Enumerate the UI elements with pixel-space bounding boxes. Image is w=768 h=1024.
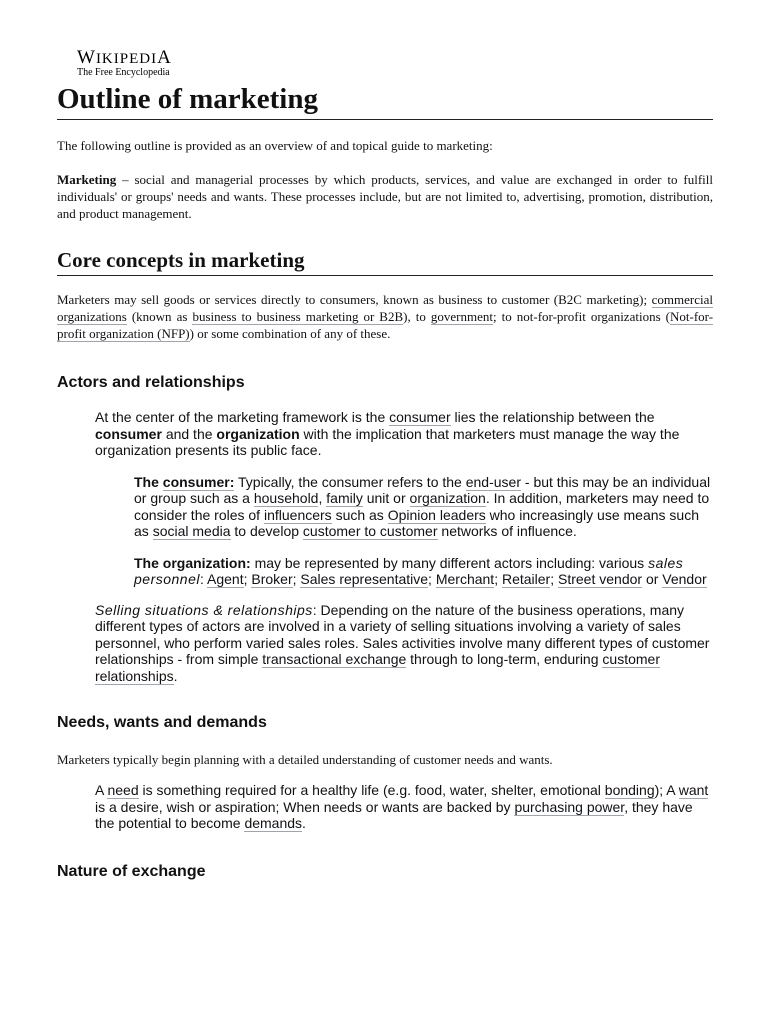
bold-organization: organization <box>216 425 300 442</box>
text-run: ), to <box>403 309 426 325</box>
needs-quote <box>95 782 713 832</box>
link-retailer[interactable]: Retailer <box>501 571 551 588</box>
link-merchant[interactable]: Merchant <box>435 571 495 588</box>
link-opinion-leaders[interactable]: Opinion leaders <box>387 506 486 523</box>
text-run: . In addition, marketers may need to consider the roles of <box>134 490 710 523</box>
consumer-paragraph <box>134 474 713 540</box>
link-organization[interactable]: organization <box>409 490 486 507</box>
text-run: A <box>95 782 104 799</box>
label-the: The <box>134 473 159 490</box>
link-customer-relationships[interactable]: customer relationships <box>95 651 660 684</box>
text-run: , they have the potential to become <box>95 798 693 832</box>
text-run: ) or some combination of any of these. <box>189 326 391 342</box>
needs-paragraph: Marketers typically begin planning with a detailed understanding of customer needs and wants. <box>57 752 553 768</box>
text-run: . <box>302 815 306 832</box>
text-run: At the center of the marketing framework is the <box>95 409 386 426</box>
link-agent[interactable]: Agent <box>207 571 244 588</box>
link-consumer[interactable]: consumer <box>389 409 451 426</box>
organization-paragraph <box>134 555 713 588</box>
bold-consumer: consumer <box>95 425 162 442</box>
text-run: or <box>645 571 659 588</box>
link-demands[interactable]: demands <box>244 815 303 832</box>
logo-tagline: The Free Encyclopedia <box>77 67 170 78</box>
link-b2b[interactable]: business to business marketing or B2B <box>192 309 404 325</box>
link-nfp[interactable]: Not-for-profit organization (NFP) <box>57 309 714 342</box>
selling-paragraph <box>95 602 713 685</box>
text-run: Marketers may sell goods or services directly to consumers, known as business to customer (B2C marketing); <box>57 292 648 308</box>
link-vendor[interactable]: Vendor <box>662 571 707 588</box>
actors-paragraph <box>95 409 713 459</box>
text-run: unit or <box>366 490 406 507</box>
text-run: ; <box>550 571 555 588</box>
section-heading-core: Core concepts in marketing <box>57 248 713 276</box>
link-bonding[interactable]: bonding <box>604 782 655 799</box>
text-run: such as <box>335 506 384 523</box>
text-run: ; <box>292 571 297 588</box>
link-government[interactable]: government <box>430 309 493 325</box>
section-heading-actors: Actors and relationships <box>57 374 245 392</box>
definition-paragraph <box>57 171 713 222</box>
link-family[interactable]: family <box>326 490 363 507</box>
text-run: is something required for a healthy life (e.g. food, water, shelter, emotional <box>142 782 601 799</box>
text-run: , <box>318 490 323 507</box>
link-broker[interactable]: Broker <box>251 571 293 588</box>
link-customer-to-customer[interactable]: customer to customer <box>302 523 438 540</box>
page-title: Outline of marketing <box>57 84 713 120</box>
text-run: and the <box>165 425 213 442</box>
article <box>57 48 713 881</box>
text-run: with the implication that marketers must manage the way the organization presents its public face. <box>95 425 680 459</box>
label-organization: The organization: <box>134 554 251 571</box>
link-social-media[interactable]: social media <box>152 523 231 540</box>
text-run: who increasingly use means such as <box>134 506 699 540</box>
text-run: is a desire, wish or aspiration; When needs or wants are backed by <box>95 798 511 815</box>
text-run: : Depending on the nature of the business operations, many different types of actors are involved in a variety of selling situations involving a variety of sales personnel, who perform varied sales roles. Sales activities involve many different types of customer relationships - from simple <box>95 601 710 668</box>
link-transactional-exchange[interactable]: transactional exchange <box>262 651 407 668</box>
link-need[interactable]: need <box>107 782 139 799</box>
italic-selling-situations: Selling situations & relationships <box>95 601 313 618</box>
text-run: lies the relationship between the <box>454 409 655 426</box>
logo-wordmark: WIKIPEDIA <box>77 47 172 68</box>
link-end-user[interactable]: end-user <box>465 473 521 490</box>
link-influencers[interactable]: influencers <box>263 506 332 523</box>
link-street-vendor[interactable]: Street vendor <box>558 571 643 588</box>
definition-text: – social and managerial processes by which products, services, and value are exchanged in order to fulfill individuals' or groups' needs and wants. These processes include, but are not limited to, advertising, promotion, distribution, and product management. <box>57 171 713 221</box>
link-consumer-bold[interactable]: consumer: <box>162 473 235 490</box>
text-run: ; to not-for-profit organizations ( <box>493 309 670 325</box>
text-run: to develop <box>234 523 300 540</box>
text-run: ); A <box>654 782 675 799</box>
text-run: . <box>173 667 178 684</box>
text-run: Typically, the consumer refers to the <box>238 473 462 490</box>
section-heading-exchange: Nature of exchange <box>57 862 206 880</box>
italic-sales-personnel: sales personnel <box>134 554 684 588</box>
link-household[interactable]: household <box>253 490 319 507</box>
link-want[interactable]: want <box>678 782 709 799</box>
text-run: through to long-term, enduring <box>410 651 599 668</box>
link-purchasing-power[interactable]: purchasing power <box>514 798 625 815</box>
intro-paragraph: The following outline is provided as an overview of and topical guide to marketing: <box>57 137 493 153</box>
text-run: (known as <box>131 309 188 325</box>
link-sales-representative[interactable]: Sales representative <box>300 571 429 588</box>
text-run: may be represented by many different actors including: various <box>254 554 645 571</box>
text-run: : <box>200 571 204 588</box>
text-run: - but this may be an individual or group such as a <box>134 473 711 507</box>
definition-term: Marketing <box>57 171 117 187</box>
text-run: ; <box>243 571 248 588</box>
wikipedia-logo[interactable] <box>77 48 713 78</box>
text-run: ; <box>428 571 432 588</box>
core-paragraph <box>57 291 713 342</box>
section-heading-needs: Needs, wants and demands <box>57 714 267 732</box>
link-commercial-organizations[interactable]: commercial organizations <box>57 292 713 325</box>
text-run: ; <box>494 571 499 588</box>
text-run: networks of influence. <box>441 523 577 540</box>
